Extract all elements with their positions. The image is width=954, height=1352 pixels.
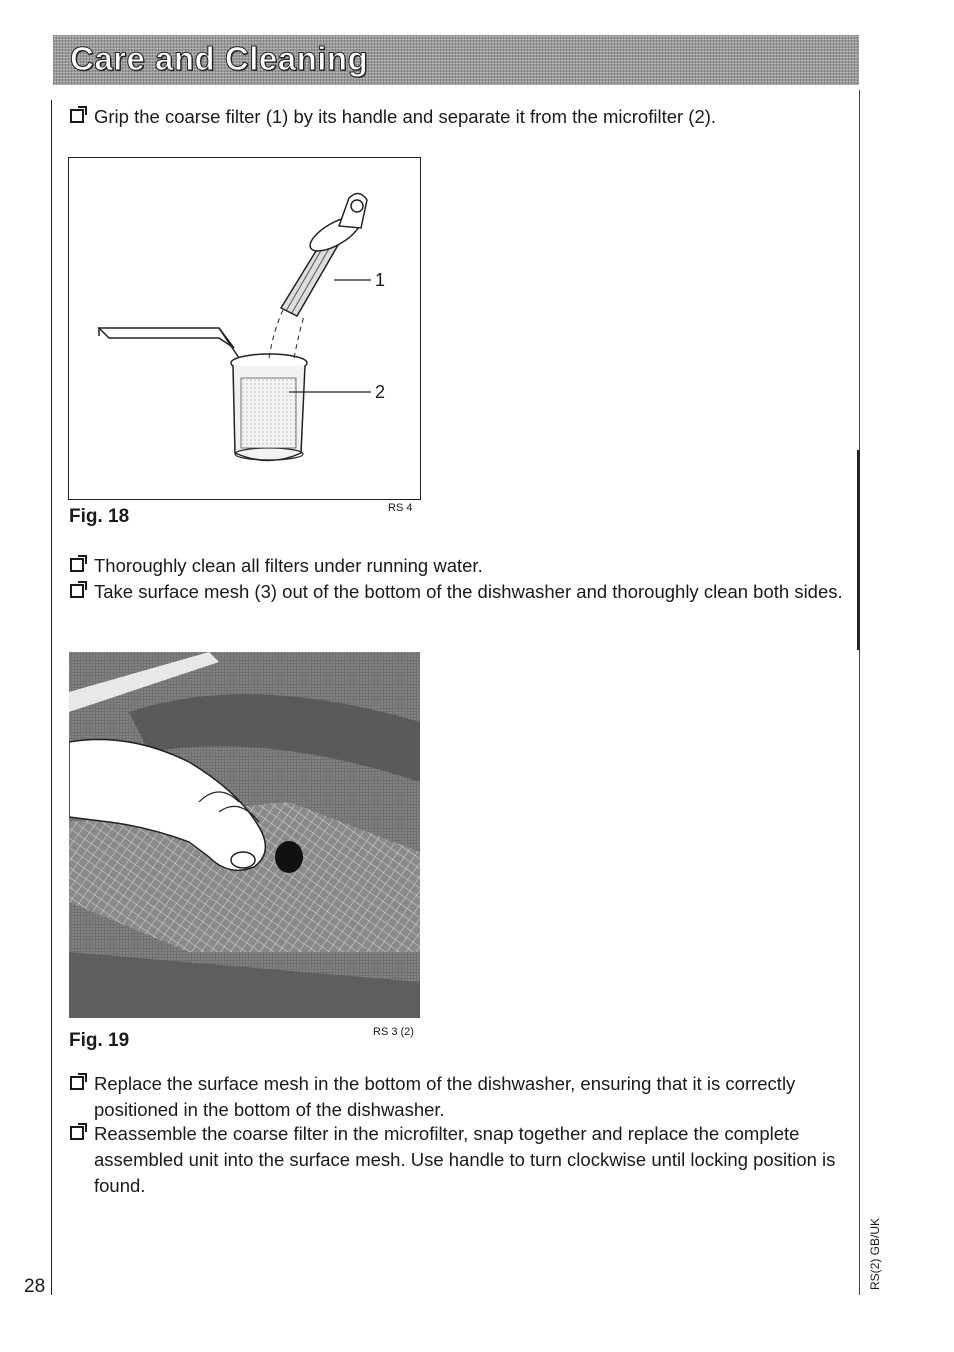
checkbox-bullet-icon bbox=[70, 584, 84, 598]
filter-diagram bbox=[69, 158, 419, 498]
figure-18-caption: Fig. 18 bbox=[69, 506, 130, 527]
step-text: Thoroughly clean all filters under running water. bbox=[94, 555, 483, 576]
figure-19-caption: Fig. 19 bbox=[69, 1030, 130, 1051]
step-item bbox=[70, 553, 850, 579]
checkbox-bullet-icon bbox=[70, 558, 84, 572]
checkbox-bullet-icon bbox=[70, 109, 84, 123]
figure-19-ref: RS 3 (2) bbox=[373, 1026, 414, 1038]
right-margin-rule bbox=[859, 90, 860, 1295]
step-item bbox=[70, 1071, 850, 1123]
callout-2: 2 bbox=[375, 382, 386, 402]
coarse-filter bbox=[281, 193, 367, 316]
step-item bbox=[70, 1121, 850, 1199]
step-text: Reassemble the coarse filter in the microfilter, snap together and replace the complete assembled unit into the surface mesh. Use handle to turn clockwise until locking position is found. bbox=[94, 1123, 836, 1196]
document-code: RS(2) GB/UK bbox=[868, 1217, 882, 1290]
section-title: Care and Cleaning bbox=[70, 40, 369, 77]
figure-19-photo bbox=[69, 652, 420, 1018]
callout-1: 1 bbox=[375, 270, 386, 290]
figure-18-ref: RS 4 bbox=[388, 502, 413, 514]
surface-mesh-photo bbox=[69, 652, 420, 1018]
checkbox-bullet-icon bbox=[70, 1126, 84, 1140]
page-number: 28 bbox=[24, 1276, 46, 1297]
step-text: Grip the coarse filter (1) by its handle and separate it from the microfilter (2). bbox=[94, 106, 717, 127]
step-item bbox=[70, 104, 850, 130]
step-text: Replace the surface mesh in the bottom of the dishwasher, ensuring that it is correctly positioned in the bottom of the dishwasher. bbox=[94, 1073, 796, 1120]
left-margin-rule bbox=[51, 100, 52, 1295]
step-item bbox=[70, 579, 850, 605]
right-margin-rule-thick bbox=[857, 450, 860, 650]
checkbox-bullet-icon bbox=[70, 1076, 84, 1090]
step-text: Take surface mesh (3) out of the bottom of the dishwasher and thoroughly clean both sides. bbox=[94, 581, 843, 602]
figure-18-illustration bbox=[68, 157, 421, 500]
